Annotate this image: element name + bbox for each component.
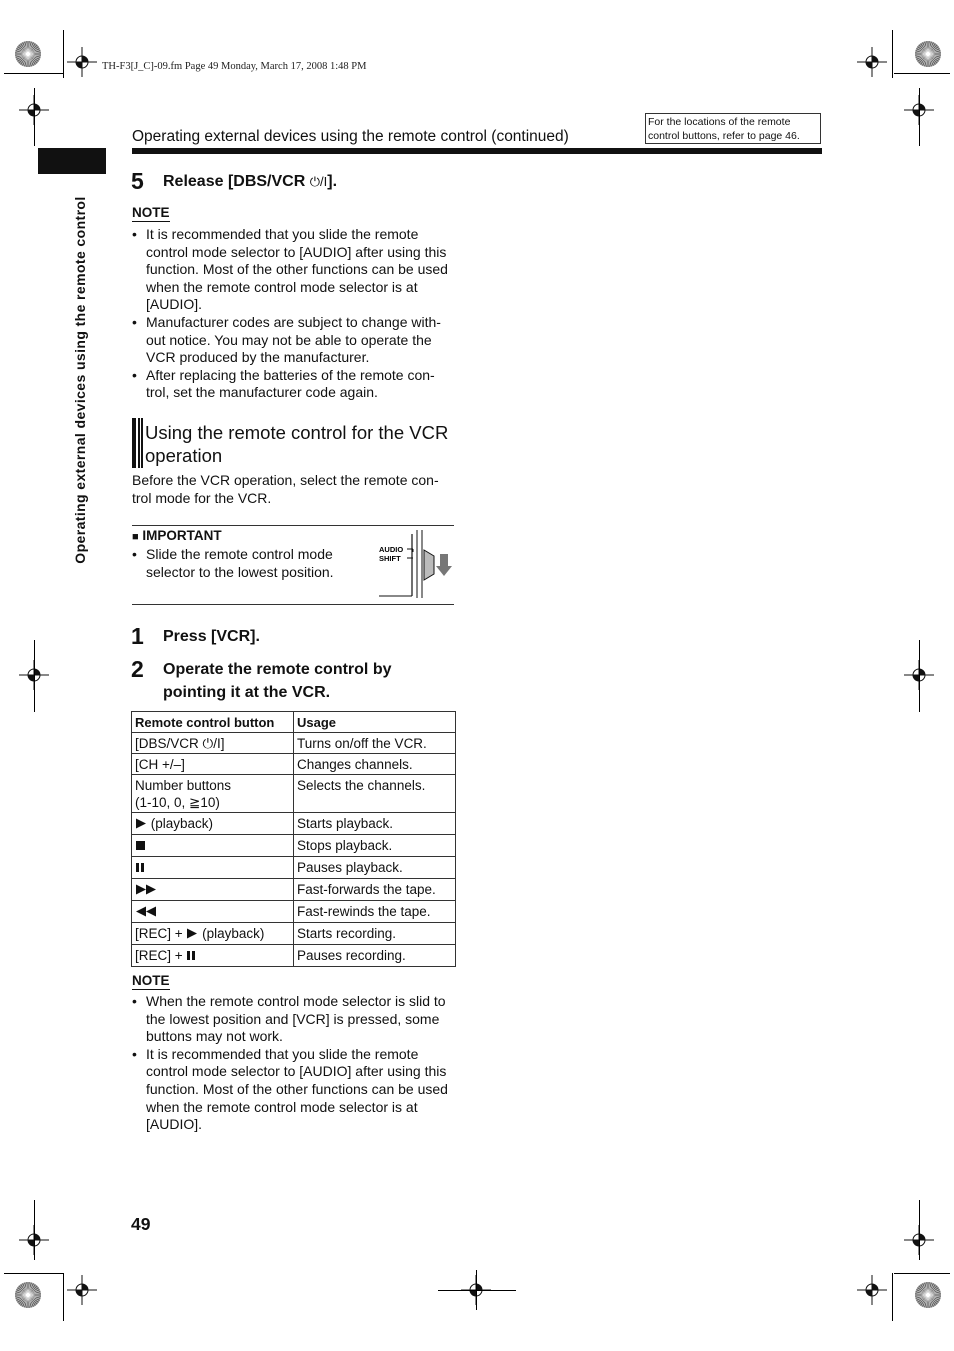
list-item: • Slide the remote control mode selector to the lowest position. <box>132 546 357 581</box>
usage-cell: Pauses playback. <box>294 856 456 878</box>
page-number: 49 <box>131 1214 151 1234</box>
table-row <box>132 834 456 856</box>
page-header-title: Operating external devices using the remote control (continued) <box>132 128 569 145</box>
step-number: 2 <box>131 656 144 682</box>
mode-selector-illustration <box>376 528 458 602</box>
registration-mark-icon <box>857 1275 887 1305</box>
crop-line <box>63 30 64 78</box>
important-heading-text: IMPORTANT <box>142 528 222 543</box>
print-file-info: TH-F3[J_C]-09.fm Page 49 Monday, March 17, 2008 1:48 PM <box>102 61 367 72</box>
crop-line <box>34 640 35 712</box>
important-heading <box>132 528 222 543</box>
step-label <box>163 170 337 193</box>
step-number: 1 <box>131 623 144 649</box>
square-bullet-icon: ■ <box>132 531 139 543</box>
crop-line <box>63 1273 64 1321</box>
button-cell <box>132 813 294 835</box>
step-label-text: ]. <box>327 173 338 190</box>
fast-forward-icon <box>135 882 157 899</box>
list-item: • When the remote control mode selector is slid to the lowest position and [VCR] is pressed, some buttons may not work. <box>132 993 456 1046</box>
registration-mark-icon <box>857 47 887 77</box>
crop-line <box>919 88 920 146</box>
mode-selector-switch-icon <box>376 528 458 602</box>
crop-line <box>894 1273 950 1274</box>
crop-line <box>476 1270 477 1310</box>
reference-note-box <box>645 113 821 144</box>
button-usage-table <box>131 711 456 967</box>
note-list <box>132 226 456 402</box>
reference-note-line: For the locations of the remote <box>648 116 791 128</box>
note-list <box>132 993 456 1134</box>
button-cell <box>132 944 294 966</box>
switch-label-audio: AUDIO <box>379 545 404 554</box>
switch-label-shift: SHIFT <box>379 554 401 563</box>
table-row <box>132 856 456 878</box>
usage-cell: Fast-forwards the tape. <box>294 878 456 900</box>
important-list <box>132 546 357 581</box>
color-target-icon <box>14 1281 42 1309</box>
button-text: [REC] + <box>135 947 187 963</box>
crop-line <box>919 640 920 712</box>
table-header-row <box>132 712 456 733</box>
step-label: Press [VCR]. <box>163 628 260 645</box>
button-cell <box>132 754 294 775</box>
table-row <box>132 944 456 966</box>
chapter-tab <box>38 148 106 174</box>
pause-icon <box>186 948 196 965</box>
section-intro: Before the VCR operation, select the remote con-trol mode for the VCR. <box>132 472 439 506</box>
button-cell <box>132 834 294 856</box>
section-title: Using the remote control for the VCR operation <box>145 422 449 466</box>
list-item: • After replacing the batteries of the remote con-trol, set the manufacturer code again. <box>132 367 456 402</box>
crop-line <box>892 30 893 78</box>
crop-line <box>34 1200 35 1260</box>
usage-cell: Fast-rewinds the tape. <box>294 900 456 922</box>
crop-line <box>919 1200 920 1260</box>
play-icon <box>186 926 198 943</box>
button-cell <box>132 900 294 922</box>
button-text: [CH +/–] <box>135 757 185 772</box>
table-header-cell: Remote control button <box>132 712 294 733</box>
side-chapter-label: Operating external devices using the remote control <box>72 196 88 564</box>
usage-cell: Starts playback. <box>294 813 456 835</box>
step-label: Operate the remote control by pointing it at the VCR. <box>163 661 392 701</box>
note-heading-wrap <box>132 972 170 990</box>
button-text: [REC] + <box>135 925 187 941</box>
note-heading: NOTE <box>132 205 170 220</box>
button-cell <box>132 733 294 754</box>
table-row <box>132 775 456 813</box>
power-icon: ⏻/I <box>309 174 328 189</box>
table-header-cell: Usage <box>294 712 456 733</box>
usage-cell: Turns on/off the VCR. <box>294 733 456 754</box>
section-marker <box>132 418 143 468</box>
crop-line <box>894 73 950 74</box>
crop-line <box>438 1290 516 1291</box>
button-cell <box>132 878 294 900</box>
step-number: 5 <box>131 168 144 194</box>
registration-mark-icon <box>67 1275 97 1305</box>
crop-line <box>892 1273 893 1321</box>
stop-icon <box>135 838 146 855</box>
usage-cell: Starts recording. <box>294 922 456 944</box>
usage-cell: Stops playback. <box>294 834 456 856</box>
table-row <box>132 878 456 900</box>
usage-cell: Selects the channels. <box>294 775 456 813</box>
table-row <box>132 754 456 775</box>
rewind-icon <box>135 904 157 921</box>
crop-line <box>4 73 64 74</box>
button-text: (playback) <box>198 925 265 941</box>
note-heading: NOTE <box>132 973 170 988</box>
list-item: • It is recommended that you slide the remote control mode selector to [AUDIO] after using this function. Most of the other functions can be used when the remote control mode selector is at [AUDIO]. <box>132 226 456 314</box>
registration-mark-icon <box>67 47 97 77</box>
list-item: • Manufacturer codes are subject to change with-out notice. You may not be able to operate the VCR produced by the manufacturer. <box>132 314 456 367</box>
reference-note-line: control buttons, refer to page 46. <box>648 130 800 142</box>
button-cell <box>132 775 294 813</box>
table-row <box>132 813 456 835</box>
color-target-icon <box>914 40 942 68</box>
note-heading-wrap <box>132 204 170 222</box>
color-target-icon <box>914 1281 942 1309</box>
button-text: [DBS/VCR ⏻/I] <box>135 736 225 751</box>
button-text: (playback) <box>147 816 214 831</box>
button-text: Number buttons (1-10, 0, ≧10) <box>135 778 232 810</box>
color-target-icon <box>14 40 42 68</box>
button-cell <box>132 856 294 878</box>
step-label-text: Release [DBS/VCR <box>163 173 310 190</box>
usage-cell: Changes channels. <box>294 754 456 775</box>
button-cell <box>132 922 294 944</box>
play-icon <box>135 816 147 833</box>
crop-line <box>4 1273 64 1274</box>
header-rule <box>132 148 822 154</box>
pause-icon <box>135 860 145 877</box>
list-item: • It is recommended that you slide the remote control mode selector to [AUDIO] after using this function. Most of the other functions can be used when the remote control mode selector is at [AUDIO]. <box>132 1046 456 1134</box>
crop-line <box>34 88 35 146</box>
table-row <box>132 733 456 754</box>
table-row <box>132 922 456 944</box>
usage-cell: Pauses recording. <box>294 944 456 966</box>
table-row <box>132 900 456 922</box>
